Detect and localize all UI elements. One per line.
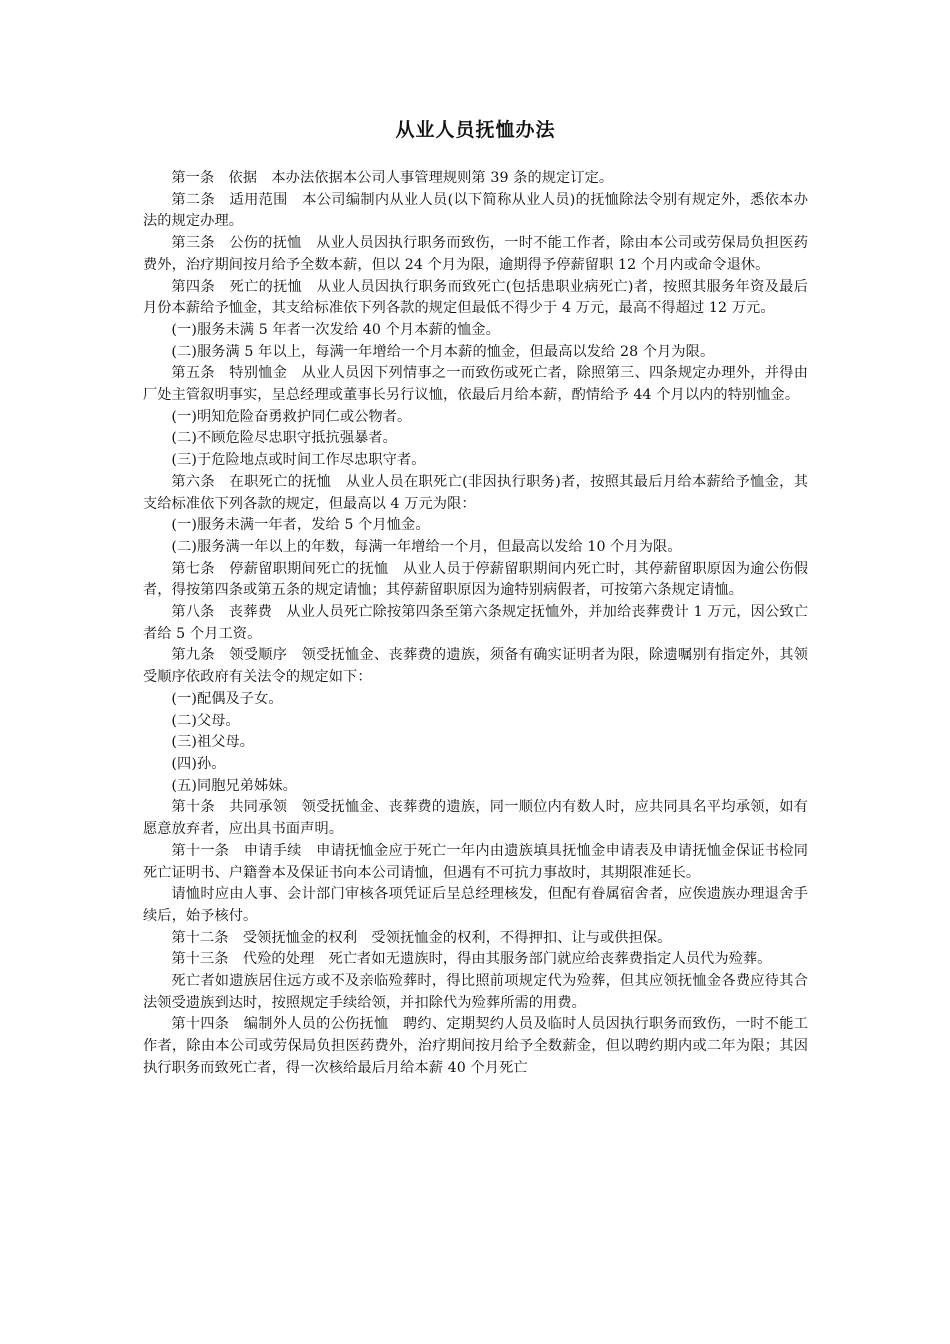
paragraph: 第十条 共同承领 领受抚恤金、丧葬费的遗族，同一顺位内有数人时，应共同具名平均承领，如有愿意放弃者，应出具书面声明。: [143, 799, 808, 838]
paragraph: (一)服务未满 5 年者一次发给 40 个月本薪的恤金。: [171, 321, 500, 338]
paragraph: 请恤时应由人事、会计部门审核各项凭证后呈总经理核发，但配有眷属宿舍者，应俟遗族办理退舍手续后，始予核付。: [143, 886, 808, 924]
paragraph: 第三条 公伤的抚恤 从业人员因执行职务而致伤，一时不能工作者，除由本公司或劳保局负担医药费外，治疗期间按月给予全数本薪，但以 24 个月为限，逾期得予停薪留职 12 个月内或命令退休。: [143, 235, 808, 273]
paragraph: 第四条 死亡的抚恤 从业人员因执行职务而致死亡(包括患职业病死亡)者，按照其服务年资及最后月份本薪给予恤金，其支给标准依下列各款的规定但最低不得少于 4 万元，最高不得超过 12 万元。: [143, 278, 808, 317]
paragraph: 第九条 领受顺序 领受抚恤金、丧葬费的遗族，须备有确实证明者为限，除遗嘱别有指定外，其领受顺序依政府有关法令的规定如下：: [143, 647, 808, 686]
paragraph: 死亡者如遗族居住远方或不及亲临殓葬时，得比照前项规定代为殓葬，但其应领抚恤金各费应待其合法领受遗族到达时，按照规定手续给领，并扣除代为殓葬所需的用费。: [143, 973, 808, 1011]
paragraph: 第一条 依据 本办法依据本公司人事管理规则第 39 条的规定订定。: [171, 170, 614, 186]
paragraph: (三)祖父母。: [171, 734, 255, 751]
paragraph: (一)服务未满一年者，发给 5 个月恤金。: [171, 517, 430, 534]
paragraph: (一)配偶及子女。: [171, 690, 283, 707]
paragraph: (三)于危险地点或时间工作尽忠职守者。: [171, 452, 426, 469]
paragraph: 第十四条 编制外人员的公伤抚恤 聘约、定期契约人员及临时人员因执行职务而致伤，一时不能工作者，除由本公司或劳保局负担医药费外，治疗期间按月给予全数薪金，但以聘约期内或二年为限；其因执行职务而致死亡者，得一次核给最后月给本薪 40 个月死亡: [143, 1016, 808, 1076]
paragraph: (五)同胞兄弟姊妹。: [171, 777, 297, 794]
document-page: [143, 0, 808, 1080]
paragraph: (二)不顾危险尽忠职守抵抗强暴者。: [171, 430, 397, 447]
paragraph: (四)孙。: [171, 755, 226, 772]
paragraph: (一)明知危险奋勇救护同仁或公物者。: [171, 408, 412, 425]
document-body: [143, 168, 808, 1080]
paragraph: (二)服务满一年以上的年数，每满一年增给一个月，但最高以发给 10 个月为限。: [171, 538, 682, 555]
paragraph: 第五条 特别恤金 从业人员因下列情事之一而致伤或死亡者，除照第三、四条规定办理外，并得由厂处主管叙明事实，呈总经理或董事长另行议恤，依最后月给本薪，酌情给予 44 个月以内的特别恤金。: [143, 365, 808, 404]
paragraph: (二)服务满 5 年以上，每满一年增给一个月本薪的恤金，但最高以发给 28 个月为限。: [171, 343, 715, 360]
paragraph: 第八条 丧葬费 从业人员死亡除按第四条至第六条规定抚恤外，并加给丧葬费计 1 万元，因公致亡者给 5 个月工资。: [143, 604, 808, 642]
paragraph: 第二条 适用范围 本公司编制内从业人员(以下简称从业人员)的抚恤除法令别有规定外，悉依本办法的规定办理。: [143, 191, 808, 230]
paragraph: 第十三条 代殓的处理 死亡者如无遗族时，得由其服务部门就应给丧葬费指定人员代为殓葬。: [171, 951, 772, 968]
paragraph: 第十二条 受领抚恤金的权利 受领抚恤金的权利，不得押扣、让与或供担保。: [171, 929, 672, 946]
paragraph: 第七条 停薪留职期间死亡的抚恤 从业人员于停薪留职期间内死亡时，其停薪留职原因为逾公伤假者，得按第四条或第五条的规定请恤；其停薪留职原因为逾特别病假者，可按第六条规定请恤。: [143, 560, 808, 599]
document-title: 从业人员抚恤办法: [395, 119, 556, 141]
paragraph: 第十一条 申请手续 申请抚恤金应于死亡一年内由遗族填具抚恤金申请表及申请抚恤金保证书检同死亡证明书、户籍誊本及保证书向本公司请恤，但遇有不可抗力事故时，其期限准延长。: [143, 842, 808, 881]
paragraph: (二)父母。: [171, 712, 240, 729]
paragraph: 第六条 在职死亡的抚恤 从业人员在职死亡(非因执行职务)者，按照其最后月给本薪给予恤金，其支给标准依下列各款的规定，但最高以 4 万元为限：: [143, 473, 808, 512]
